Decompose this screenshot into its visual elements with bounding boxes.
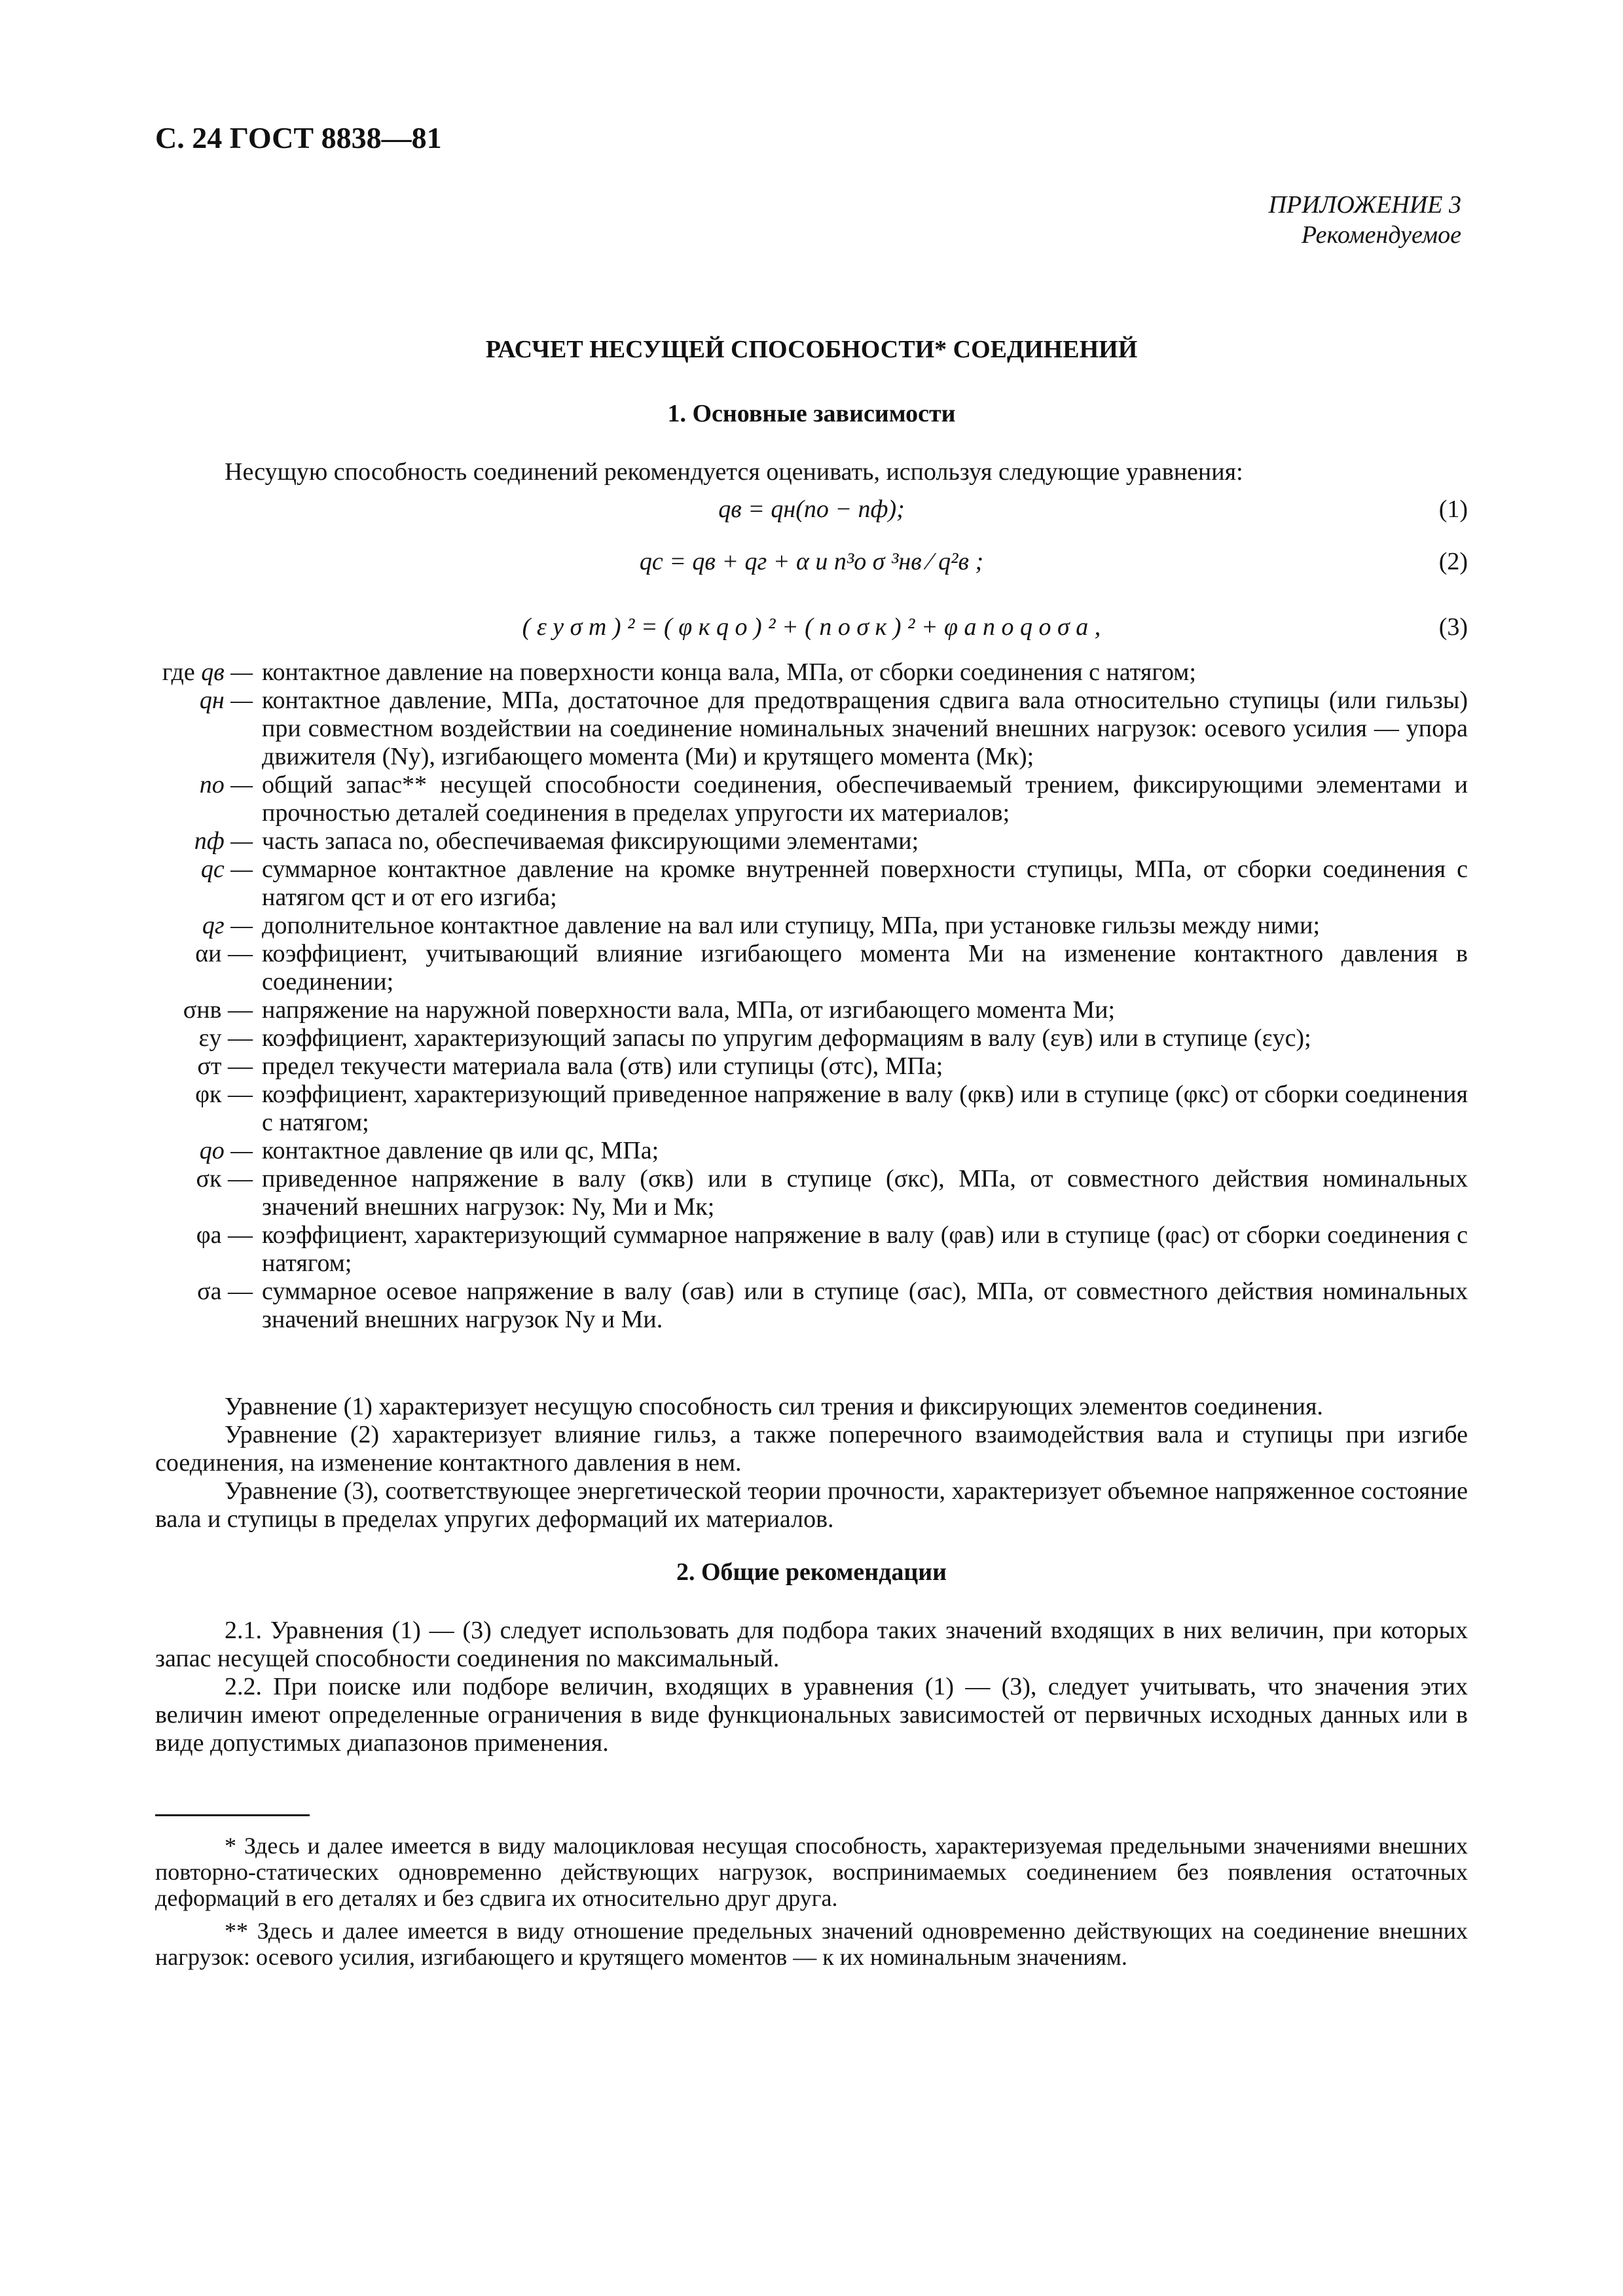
paragraph-eq2-explanation: Уравнение (2) характеризует влияние гильз, а также поперечного взаимодействия вала и ступицы при изгибе соединения, на изменение контактного давления в нем.: [155, 1421, 1468, 1477]
definition-symbol-text: qв —: [201, 658, 253, 686]
footnote-1: * Здесь и далее имеется в виду малоцикловая несущая способность, характеризуемая предельными значениями внешних повторно-статических одновременно действующих нагрузок, воспринимаемых соединением без появления остаточных деформаций в его деталях и без сдвига их относительно друг друга.: [155, 1833, 1468, 1911]
definition-symbol: φа —: [196, 1221, 253, 1249]
definition-text: коэффициент, характеризующий суммарное напряжение в валу (φав) или в ступице (φас) от сборки соединения с натягом;: [262, 1221, 1468, 1277]
definition-symbol: σа —: [197, 1278, 253, 1305]
definition-text: часть запаса nо, обеспечиваемая фиксирующими элементами;: [262, 827, 919, 855]
footnote-divider: [155, 1814, 310, 1816]
definition-text: общий запас** несущей способности соединения, обеспечиваемый трением, фиксирующими элементами и прочностью деталей соединения в пределах упругости их материалов;: [262, 771, 1468, 827]
definition-row: [155, 1221, 1468, 1278]
appendix-status: Рекомендуемое: [1301, 221, 1461, 249]
definition-symbol: qс —: [200, 855, 253, 883]
equation-3-number: (3): [1438, 613, 1468, 641]
definition-text: суммарное контактное давление на кромке внутренней поверхности ступицы, МПа, от сборки соединения с натягом qст и от его изгиба;: [262, 855, 1468, 911]
definition-symbol: qн —: [199, 687, 253, 714]
definition-row: [155, 1137, 1468, 1165]
definition-text: приведенное напряжение в валу (σкв) или в ступице (σкс), МПа, от совместного действия номинальных значений внешних нагрузок: Nу, Mи и Mк;: [262, 1165, 1468, 1221]
definition-text: коэффициент, характеризующий приведенное напряжение в валу (φкв) или в ступице (φкс) от сборки соединения с натягом;: [262, 1081, 1468, 1136]
definition-row: [155, 1081, 1468, 1137]
equation-2-body: qс = qв + qг + α и n³о σ ³нв ⁄ q²в ;: [639, 548, 984, 575]
definition-row: [155, 940, 1468, 996]
definition-row: [155, 658, 1468, 687]
definition-row: [155, 1278, 1468, 1334]
definition-text: напряжение на наружной поверхности вала, МПа, от изгибающего момента Mи;: [262, 996, 1116, 1024]
paragraph-eq3-explanation: Уравнение (3), соответствующее энергетической теории прочности, характеризует объемное напряженное состояние вала и ступицы в пределах упругих деформаций их материалов.: [155, 1477, 1468, 1533]
definition-symbol: σт —: [197, 1052, 253, 1080]
paragraph-2-1: 2.1. Уравнения (1) — (3) следует использовать для подбора таких значений входящих в них величин, при которых запас несущей способности соединения nо максимальный.: [155, 1617, 1468, 1672]
footnote-2: ** Здесь и далее имеется в виду отношение предельных значений одновременно действующих на соединение внешних нагрузок: осевого усилия, изгибающего и крутящего моментов — к их номинальным значениям.: [155, 1918, 1468, 1970]
where-word: где: [162, 658, 195, 686]
definition-row: [155, 771, 1468, 827]
definition-text: суммарное осевое напряжение в валу (σав) или в ступице (σас), МПа, от совместного действия номинальных значений внешних нагрузок Nу и Mи.: [262, 1278, 1468, 1333]
definition-row: [155, 996, 1468, 1024]
definition-text: коэффициент, учитывающий влияние изгибающего момента Mи на изменение контактного давления в соединении;: [262, 940, 1468, 996]
definition-symbol: nф —: [194, 827, 253, 855]
equation-2-number: (2): [1438, 548, 1468, 575]
definition-row: [155, 855, 1468, 912]
definition-row: [155, 912, 1468, 940]
definition-text: коэффициент, характеризующий запасы по упругим деформациям в валу (εув) или в ступице (εус);: [262, 1024, 1311, 1052]
equation-3-body: ( ε у σ т ) ² = ( φ к q о ) ² + ( n о σ к ) ² + φ а n о q о σ а ,: [522, 613, 1101, 641]
definition-text: контактное давление qв или qс, МПа;: [262, 1137, 659, 1164]
paragraph-2-2: 2.2. При поиске или подборе величин, входящих в уравнения (1) — (3), следует учитывать, что значения этих величин имеют определенные ограничения в виде функциональных зависимостей от первичных исходных данных или в виде допустимых диапазонов применения.: [155, 1673, 1468, 1757]
appendix-label: [1269, 190, 1461, 250]
definition-symbol: αи —: [195, 940, 253, 967]
definition-symbol: εу —: [198, 1024, 253, 1052]
definition-text: предел текучести материала вала (σтв) или ступицы (σтс), МПа;: [262, 1052, 943, 1080]
definition-row: [155, 1024, 1468, 1052]
equation-3: [155, 613, 1468, 645]
section-1-heading: 1. Основные зависимости: [667, 400, 956, 427]
definition-row: [155, 687, 1468, 771]
definition-symbol: σк —: [196, 1165, 253, 1193]
equation-1: [155, 495, 1468, 528]
definition-symbol: φк —: [195, 1081, 253, 1108]
symbol-definitions: [155, 658, 1468, 1334]
paragraph-eq1-explanation: Уравнение (1) характеризует несущую способность сил трения и фиксирующих элементов соединения.: [225, 1393, 1323, 1420]
definition-symbol: [155, 658, 262, 687]
definition-row: [155, 1052, 1468, 1081]
equation-2: [155, 547, 1468, 580]
definition-symbol: qг —: [202, 912, 253, 939]
definition-row: [155, 1165, 1468, 1221]
definition-text: дополнительное контактное давление на вал или ступицу, МПа, при установке гильзы между ними;: [262, 912, 1321, 939]
page-header: С. 24 ГОСТ 8838—81: [155, 121, 442, 154]
equation-1-body: qв = qн(nо − nф);: [718, 495, 905, 523]
equation-1-number: (1): [1438, 495, 1468, 523]
definition-symbol: qо —: [199, 1137, 253, 1164]
definition-symbol: σнв —: [183, 996, 253, 1024]
section-1-intro: Несущую способность соединений рекомендуется оценивать, используя следующие уравнения:: [225, 458, 1243, 486]
definition-text: контактное давление на поверхности конца вала, МПа, от сборки соединения с натягом;: [262, 658, 1196, 686]
definition-text: контактное давление, МПа, достаточное для предотвращения сдвига вала относительно ступицы (или гильзы) при совместном воздействии на соединение номинальных значений внешних нагрузок: осевого усилия — упора движителя (Nу), изгибающего момента (Mи) и крутящего момента (Mк);: [262, 687, 1468, 770]
definition-row: [155, 827, 1468, 855]
section-2-heading: 2. Общие рекомендации: [676, 1558, 947, 1586]
document-title: РАСЧЕТ НЕСУЩЕЙ СПОСОБНОСТИ* СОЕДИНЕНИЙ: [485, 336, 1138, 363]
appendix-number: ПРИЛОЖЕНИЕ 3: [1268, 191, 1461, 219]
definition-symbol: nо —: [199, 771, 253, 798]
